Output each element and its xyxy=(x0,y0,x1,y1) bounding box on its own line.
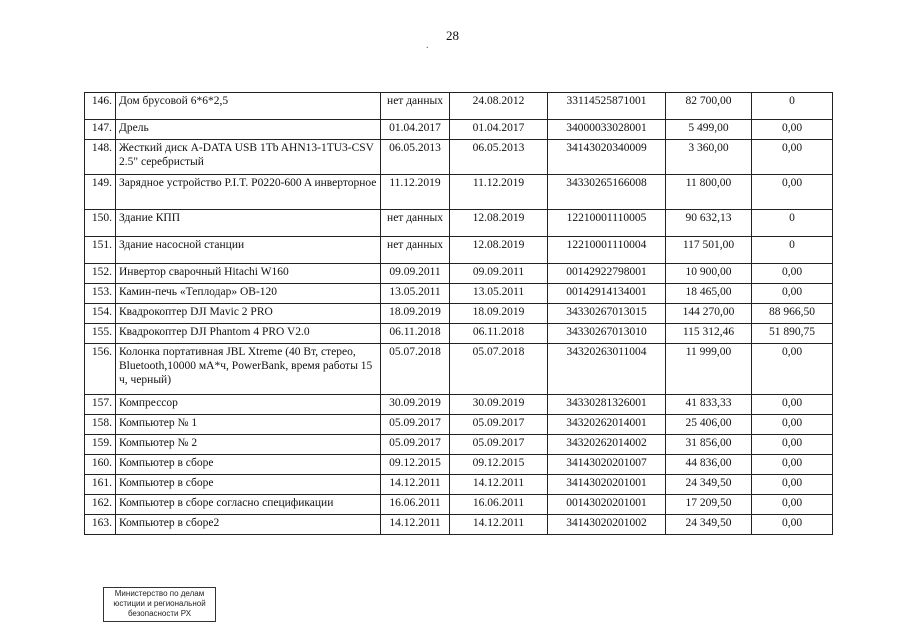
table-row xyxy=(85,284,833,304)
residual-value-cell: 0,00 xyxy=(752,435,833,455)
book-value-cell: 44 836,00 xyxy=(666,455,752,475)
row-number-cell: 155. xyxy=(85,324,116,344)
residual-value-cell: 0,00 xyxy=(752,515,833,535)
acquisition-date-cell: 05.07.2018 xyxy=(381,344,450,395)
stamp-line-1: Министерство по делам xyxy=(114,589,205,598)
acquisition-date-cell: 14.12.2011 xyxy=(381,475,450,495)
row-number-cell: 152. xyxy=(85,264,116,284)
row-number-cell: 148. xyxy=(85,140,116,175)
table-row xyxy=(85,495,833,515)
book-value-cell: 25 406,00 xyxy=(666,415,752,435)
book-value-cell: 31 856,00 xyxy=(666,435,752,455)
row-number-cell: 150. xyxy=(85,210,116,237)
registration-date-cell: 05.09.2017 xyxy=(450,435,548,455)
inventory-number-cell: 12210001110005 xyxy=(548,210,666,237)
inventory-number-cell: 34330267013010 xyxy=(548,324,666,344)
item-name-cell: Инвертор сварочный Hitachi W160 xyxy=(116,264,381,284)
item-name-cell: Зарядное устройство P.I.T. P0220-600 A инверторное xyxy=(116,175,381,210)
table-row xyxy=(85,435,833,455)
item-name-cell: Компьютер в сборе xyxy=(116,475,381,495)
residual-value-cell: 0,00 xyxy=(752,175,833,210)
acquisition-date-cell: 05.09.2017 xyxy=(381,415,450,435)
residual-value-cell: 0,00 xyxy=(752,475,833,495)
registration-date-cell: 24.08.2012 xyxy=(450,93,548,120)
inventory-number-cell: 34330265166008 xyxy=(548,175,666,210)
acquisition-date-cell: нет данных xyxy=(381,210,450,237)
residual-value-cell: 0,00 xyxy=(752,495,833,515)
item-name-cell: Квадрокоптер DJI Mavic 2 PRO xyxy=(116,304,381,324)
book-value-cell: 11 999,00 xyxy=(666,344,752,395)
book-value-cell: 41 833,33 xyxy=(666,395,752,415)
book-value-cell: 18 465,00 xyxy=(666,284,752,304)
row-number-cell: 162. xyxy=(85,495,116,515)
registration-date-cell: 11.12.2019 xyxy=(450,175,548,210)
residual-value-cell: 0 xyxy=(752,210,833,237)
stamp-line-2: юстиции и региональной xyxy=(113,599,206,608)
inventory-table xyxy=(84,92,833,535)
acquisition-date-cell: 18.09.2019 xyxy=(381,304,450,324)
item-name-cell: Квадрокоптер DJI Phantom 4 PRO V2.0 xyxy=(116,324,381,344)
table-row xyxy=(85,264,833,284)
acquisition-date-cell: 05.09.2017 xyxy=(381,435,450,455)
acquisition-date-cell: 11.12.2019 xyxy=(381,175,450,210)
inventory-number-cell: 34320262014002 xyxy=(548,435,666,455)
registration-date-cell: 06.11.2018 xyxy=(450,324,548,344)
registration-date-cell: 18.09.2019 xyxy=(450,304,548,324)
book-value-cell: 115 312,46 xyxy=(666,324,752,344)
item-name-cell: Компрессор xyxy=(116,395,381,415)
residual-value-cell: 0,00 xyxy=(752,344,833,395)
acquisition-date-cell: 01.04.2017 xyxy=(381,120,450,140)
residual-value-cell: 0,00 xyxy=(752,455,833,475)
item-name-cell: Компьютер в сборе согласно спецификации xyxy=(116,495,381,515)
item-name-cell: Компьютер № 1 xyxy=(116,415,381,435)
inventory-number-cell: 34330281326001 xyxy=(548,395,666,415)
inventory-number-cell: 00142922798001 xyxy=(548,264,666,284)
registration-date-cell: 01.04.2017 xyxy=(450,120,548,140)
table-row xyxy=(85,475,833,495)
registration-date-cell: 16.06.2011 xyxy=(450,495,548,515)
row-number-cell: 149. xyxy=(85,175,116,210)
registration-date-cell: 12.08.2019 xyxy=(450,237,548,264)
acquisition-date-cell: 16.06.2011 xyxy=(381,495,450,515)
acquisition-date-cell: нет данных xyxy=(381,93,450,120)
item-name-cell: Компьютер в сборе xyxy=(116,455,381,475)
acquisition-date-cell: 06.05.2013 xyxy=(381,140,450,175)
table-row xyxy=(85,237,833,264)
book-value-cell: 117 501,00 xyxy=(666,237,752,264)
item-name-cell: Колонка портативная JBL Xtreme (40 Вт, стерео, Bluetooth,10000 мА*ч, PowerBank, время работы 15 ч, черный) xyxy=(116,344,381,395)
row-number-cell: 158. xyxy=(85,415,116,435)
item-name-cell: Камин-печь «Теплодар» ОВ-120 xyxy=(116,284,381,304)
table-row xyxy=(85,93,833,120)
table-row xyxy=(85,210,833,237)
acquisition-date-cell: 09.12.2015 xyxy=(381,455,450,475)
inventory-number-cell: 34320262014001 xyxy=(548,415,666,435)
residual-value-cell: 0,00 xyxy=(752,284,833,304)
residual-value-cell: 0,00 xyxy=(752,140,833,175)
row-number-cell: 163. xyxy=(85,515,116,535)
book-value-cell: 90 632,13 xyxy=(666,210,752,237)
row-number-cell: 160. xyxy=(85,455,116,475)
table-row xyxy=(85,324,833,344)
inventory-number-cell: 00142914134001 xyxy=(548,284,666,304)
acquisition-date-cell: 06.11.2018 xyxy=(381,324,450,344)
inventory-number-cell: 12210001110004 xyxy=(548,237,666,264)
row-number-cell: 151. xyxy=(85,237,116,264)
inventory-number-cell: 33114525871001 xyxy=(548,93,666,120)
row-number-cell: 161. xyxy=(85,475,116,495)
registration-date-cell: 13.05.2011 xyxy=(450,284,548,304)
book-value-cell: 144 270,00 xyxy=(666,304,752,324)
book-value-cell: 5 499,00 xyxy=(666,120,752,140)
item-name-cell: Здание насосной станции xyxy=(116,237,381,264)
residual-value-cell: 51 890,75 xyxy=(752,324,833,344)
row-number-cell: 153. xyxy=(85,284,116,304)
inventory-number-cell: 34143020201007 xyxy=(548,455,666,475)
acquisition-date-cell: 13.05.2011 xyxy=(381,284,450,304)
table-row xyxy=(85,415,833,435)
item-name-cell: Жесткий диск A-DATA USB 1Tb AHN13-1TU3-CSV 2.5" серебристый xyxy=(116,140,381,175)
inventory-number-cell: 34143020201001 xyxy=(548,475,666,495)
acquisition-date-cell: 30.09.2019 xyxy=(381,395,450,415)
item-name-cell: Компьютер № 2 xyxy=(116,435,381,455)
book-value-cell: 3 360,00 xyxy=(666,140,752,175)
row-number-cell: 146. xyxy=(85,93,116,120)
residual-value-cell: 0,00 xyxy=(752,415,833,435)
row-number-cell: 156. xyxy=(85,344,116,395)
inventory-number-cell: 34330267013015 xyxy=(548,304,666,324)
table-row xyxy=(85,175,833,210)
residual-value-cell: 0 xyxy=(752,237,833,264)
book-value-cell: 82 700,00 xyxy=(666,93,752,120)
inventory-number-cell: 00143020201001 xyxy=(548,495,666,515)
inventory-number-cell: 34143020340009 xyxy=(548,140,666,175)
registration-date-cell: 09.12.2015 xyxy=(450,455,548,475)
table-row xyxy=(85,455,833,475)
item-name-cell: Дрель xyxy=(116,120,381,140)
registration-date-cell: 30.09.2019 xyxy=(450,395,548,415)
residual-value-cell: 88 966,50 xyxy=(752,304,833,324)
inventory-number-cell: 34320263011004 xyxy=(548,344,666,395)
residual-value-cell: 0,00 xyxy=(752,264,833,284)
registration-date-cell: 06.05.2013 xyxy=(450,140,548,175)
row-number-cell: 147. xyxy=(85,120,116,140)
book-value-cell: 10 900,00 xyxy=(666,264,752,284)
registration-date-cell: 05.07.2018 xyxy=(450,344,548,395)
acquisition-date-cell: 14.12.2011 xyxy=(381,515,450,535)
book-value-cell: 17 209,50 xyxy=(666,495,752,515)
row-number-cell: 157. xyxy=(85,395,116,415)
book-value-cell: 11 800,00 xyxy=(666,175,752,210)
book-value-cell: 24 349,50 xyxy=(666,515,752,535)
registration-date-cell: 14.12.2011 xyxy=(450,515,548,535)
acquisition-date-cell: 09.09.2011 xyxy=(381,264,450,284)
residual-value-cell: 0,00 xyxy=(752,120,833,140)
registration-date-cell: 05.09.2017 xyxy=(450,415,548,435)
page-number: 28 xyxy=(446,28,459,43)
acquisition-date-cell: нет данных xyxy=(381,237,450,264)
registration-date-cell: 14.12.2011 xyxy=(450,475,548,495)
table-row xyxy=(85,304,833,324)
registration-date-cell: 12.08.2019 xyxy=(450,210,548,237)
table-row xyxy=(85,140,833,175)
row-number-cell: 159. xyxy=(85,435,116,455)
inventory-number-cell: 34000033028001 xyxy=(548,120,666,140)
table-row xyxy=(85,344,833,395)
stamp-line-3: безопасности РХ xyxy=(127,609,192,618)
registration-date-cell: 09.09.2011 xyxy=(450,264,548,284)
residual-value-cell: 0,00 xyxy=(752,395,833,415)
inventory-number-cell: 34143020201002 xyxy=(548,515,666,535)
item-name-cell: Компьютер в сборе2 xyxy=(116,515,381,535)
table-row xyxy=(85,120,833,140)
table-body xyxy=(85,93,833,535)
residual-value-cell: 0 xyxy=(752,93,833,120)
item-name-cell: Дом брусовой 6*6*2,5 xyxy=(116,93,381,120)
scan-speck: . xyxy=(426,40,429,51)
row-number-cell: 154. xyxy=(85,304,116,324)
book-value-cell: 24 349,50 xyxy=(666,475,752,495)
table-row xyxy=(85,395,833,415)
table-row xyxy=(85,515,833,535)
item-name-cell: Здание КПП xyxy=(116,210,381,237)
ministry-stamp xyxy=(103,587,216,622)
